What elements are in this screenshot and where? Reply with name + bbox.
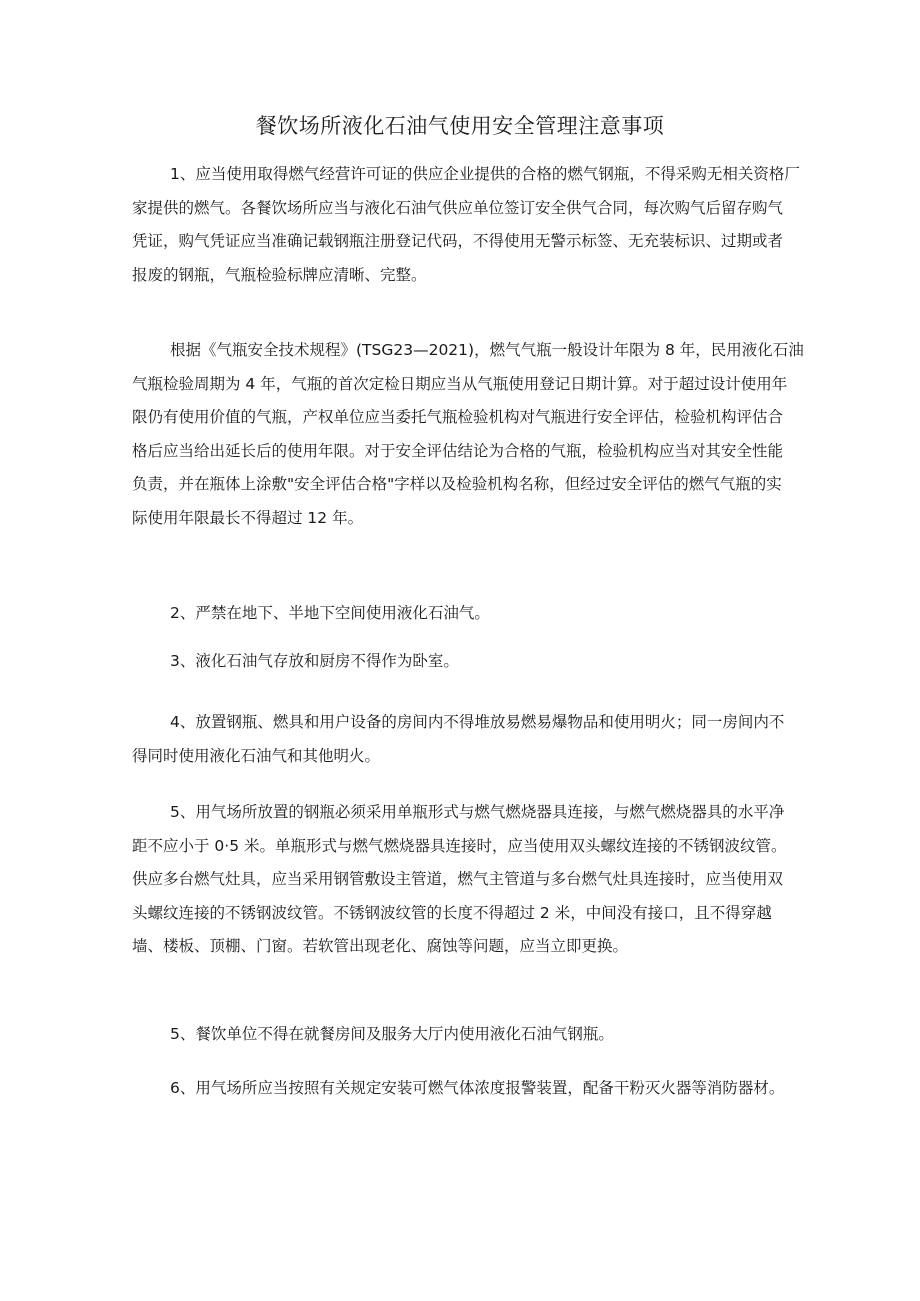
paragraph-5b [132, 1018, 796, 1052]
paragraph-line: 头螺纹连接的不锈钢波纹管。不锈钢波纹管的长度不得超过 2 米，中间没有接口，且不得穿越 [132, 903, 772, 922]
paragraph-6 [132, 1072, 796, 1106]
paragraph-line: 限仍有使用价值的气瓶，产权单位应当委托气瓶检验机构对气瓶进行安全评估，检验机构评估合 [132, 408, 784, 426]
paragraph-line: 1、应当使用取得燃气经营许可证的供应企业提供的合格的燃气钢瓶，不得采购无相关资格厂 [170, 165, 800, 183]
paragraph-line: 报废的钢瓶，气瓶检验标牌应清晰、完整。 [132, 265, 427, 284]
paragraph-line: 根据《气瓶安全技术规程》(TSG23—2021)，燃气气瓶一般设计年限为 8 年，民用液化石油 [170, 341, 804, 359]
paragraph-4 [132, 706, 796, 773]
paragraph-line: 负责，并在瓶体上涂敷"安全评估合格"字样以及检验机构名称，但经过安全评估的燃气气瓶的实 [132, 475, 782, 493]
page-title: 餐饮场所液化石油气使用安全管理注意事项 [255, 114, 665, 138]
paragraph-1 [132, 158, 800, 292]
paragraph-line: 墙、楼板、顶棚、门窗。若软管出现老化、腐蚀等问题，应当立即更换。 [132, 937, 629, 955]
paragraph-3 [132, 645, 796, 679]
paragraph-line: 家提供的燃气。各餐饮场所应当与液化石油气供应单位签订安全供气合同，每次购气后留存购气 [132, 198, 784, 217]
paragraph-line: 供应多台燃气灶具，应当采用钢管敷设主管道，燃气主管道与多台燃气灶具连接时，应当使用双 [132, 870, 784, 888]
paragraph-line: 格后应当给出延长后的使用年限。对于安全评估结论为合格的气瓶，检验机构应当对其安全性能 [132, 441, 784, 460]
paragraph-line: 5、用气场所放置的钢瓶必须采用单瓶形式与燃气燃烧器具连接，与燃气燃烧器具的水平净 [170, 803, 785, 821]
paragraph-line: 际使用年限最长不得超过 12 年。 [132, 508, 364, 527]
paragraph-line: 6、用气场所应当按照有关规定安装可燃气体浓度报警装置，配备干粉灭火器等消防器材。 [170, 1079, 785, 1097]
paragraph-line: 得同时使用液化石油气和其他明火。 [132, 746, 381, 765]
paragraph-line: 4、放置钢瓶、燃具和用户设备的房间内不得堆放易燃易爆物品和使用明火；同一房间内不 [170, 713, 785, 731]
paragraph-2 [132, 597, 796, 631]
paragraph-line: 5、餐饮单位不得在就餐房间及服务大厅内使用液化石油气钢瓶。 [170, 1025, 614, 1043]
paragraph-5 [132, 796, 796, 964]
paragraph-regulation [132, 334, 804, 535]
paragraph-line: 气瓶检验周期为 4 年，气瓶的首次定检日期应当从气瓶使用登记日期计算。对于超过设计使用年 [132, 374, 788, 393]
paragraph-line: 凭证，购气凭证应当准确记载钢瓶注册登记代码，不得使用无警示标签、无充装标识、过期或者 [132, 232, 784, 250]
paragraph-line: 距不应小于 0·5 米。单瓶形式与燃气燃烧器具连接时，应当使用双头螺纹连接的不锈钢波纹管。 [132, 836, 787, 855]
paragraph-line: 2、严禁在地下、半地下空间使用液化石油气。 [170, 604, 490, 622]
paragraph-line: 3、液化石油气存放和厨房不得作为卧室。 [170, 652, 459, 670]
